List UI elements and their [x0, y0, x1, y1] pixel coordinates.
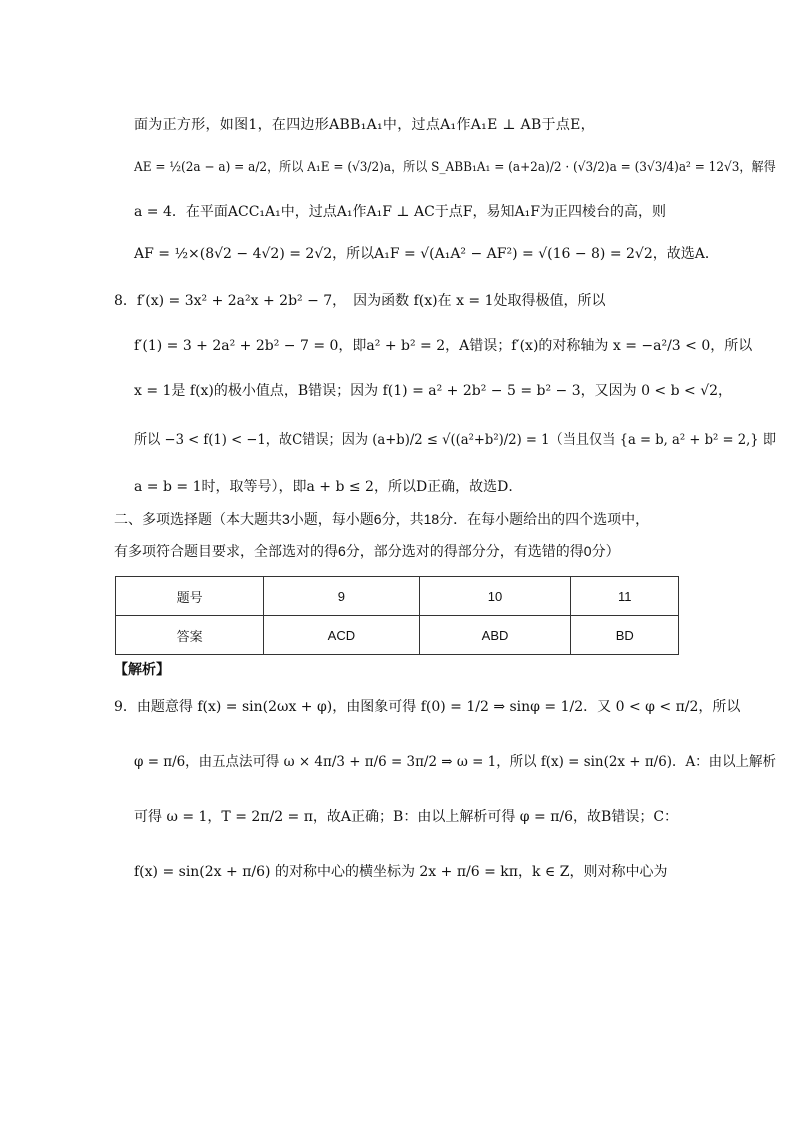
text-line-9: a = b = 1时，取等号），即a + b ≤ 2，所以D正确，故选D．: [134, 479, 523, 495]
section-instructions: 有多项符合题目要求，全部选对的得6分，部分选对的得部分分，有选错的得0分）: [114, 543, 620, 559]
text-line-1: 面为正方形，如图1，在四边形ABB₁A₁中，过点A₁作A₁E ⊥ AB于点E，: [134, 117, 595, 133]
text-line-13: 9．由题意得 f(x) = sin(2ωx + φ)，由图象可得 f(0) = 1/2 ⇒ sinφ = 1/2．又 0 < φ < π/2，所以: [114, 699, 741, 715]
table-cell: BD: [571, 616, 679, 655]
table-cell: 11: [571, 577, 679, 616]
text-line-16: f(x) = sin(2x + π/6) 的对称中心的横坐标为 2x + π/6 = kπ，k ∈ Z，则对称中心为: [134, 864, 668, 880]
table-row: [116, 577, 679, 616]
table-row: [116, 616, 679, 655]
text-line-3: a = 4．在平面ACC₁A₁中，过点A₁作A₁F ⊥ AC于点F，易知A₁F为正四棱台的高，则: [134, 204, 666, 220]
table-cell: 答案: [116, 616, 264, 655]
text-line-5: 8．f′(x) = 3x² + 2a²x + 2b² − 7， 因为函数 f(x)在 x = 1处取得极值，所以: [114, 293, 606, 309]
table-cell: ACD: [264, 616, 419, 655]
table-cell: 9: [264, 577, 419, 616]
analysis-label: 【解析】: [114, 661, 170, 677]
text-line-6: f′(1) = 3 + 2a² + 2b² − 7 = 0，即a² + b² = 2，A错误；f′(x)的对称轴为 x = −a²/3 < 0，所以: [134, 338, 753, 354]
table-cell: 10: [419, 577, 571, 616]
text-line-2: AE = ½(2a − a) = a/2，所以 A₁E = (√3/2)a，所以 S_ABB₁A₁ = (a+2a)/2 · (√3/2)a = (3√3/4)a² = 12√3，解得: [134, 160, 776, 175]
text-line-14: φ = π/6，由五点法可得 ω × 4π/3 + π/6 = 3π/2 ⇒ ω = 1，所以 f(x) = sin(2x + π/6)．A：由以上解析: [134, 754, 776, 770]
table-cell: 题号: [116, 577, 264, 616]
section-heading: 二、多项选择题（本大题共3小题，每小题6分，共18分．在每小题给出的四个选项中，: [114, 511, 650, 527]
text-line-7: x = 1是 f(x)的极小值点，B错误；因为 f(1) = a² + 2b² − 5 = b² − 3，又因为 0 < b < √2，: [134, 383, 733, 399]
answer-table: [115, 576, 679, 655]
text-line-4: AF = ½×(8√2 − 4√2) = 2√2，所以A₁F = √(A₁A² − AF²) = √(16 − 8) = 2√2，故选A．: [134, 246, 719, 262]
table-cell: ABD: [419, 616, 571, 655]
text-line-15: 可得 ω = 1，T = 2π/2 = π，故A正确；B：由以上解析可得 φ = π/6，故B错误；C：: [134, 809, 679, 825]
text-line-8: 所以 −3 < f(1) < −1，故C错误；因为 (a+b)/2 ≤ √((a²+b²)/2) = 1（当且仅当 {a = b, a² + b² = 2,} 即: [134, 432, 777, 448]
